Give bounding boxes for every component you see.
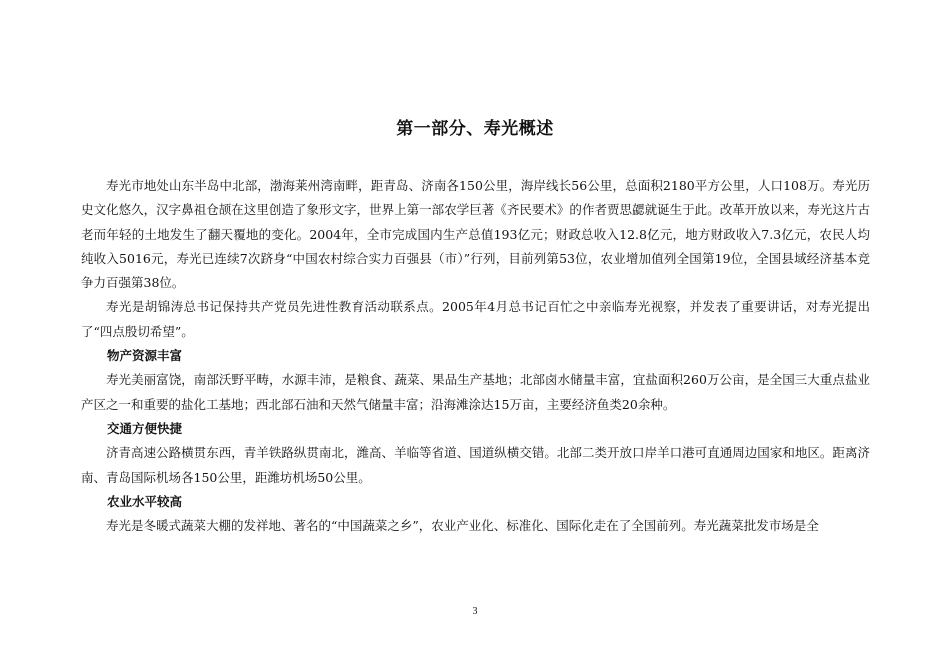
- section-heading-transport: 交通方便快捷: [107, 420, 183, 436]
- section-heading-agriculture: 农业水平较高: [107, 493, 183, 509]
- paragraph-agriculture: 寿光是冬暖式蔬菜大棚的发祥地、著名的“中国蔬菜之乡”，农业产业化、标准化、国际化走在了全国前列。寿光蔬菜批发市场是全: [106, 518, 819, 534]
- paragraph-resources: 寿光美丽富饶，南部沃野平畴，水源丰沛，是粮食、蔬菜、果品生产基地；北部卤水储量丰富，宜盐面积260万公亩，是全国三大重点盐业产区之一和重要的盐化工基地；西北部石油和天然气储量丰富；沿海滩涂达15万亩，主要经济鱼类20余种。: [81, 372, 870, 412]
- paragraph-overview: 寿光市地处山东半岛中北部，渤海莱州湾南畔，距青岛、济南各150公里，海岸线长56公里，总面积2180平方公里，人口108万。寿光历史文化悠久，汉字鼻祖仓颉在这里创造了象形文字，世界上第一部农学巨著《齐民要术》的作者贾思勰就诞生于此。改革开放以来，寿光这片古老而年轻的土地发生了翻天覆地的变化。2004年，全市完成国内生产总值193亿元；财政总收入12.8亿元，地方财政收入7.3亿元，农民人均纯收入5016元，寿光已连续7次跻身“中国农村综合实力百强县（市）”行列，目前列第53位，农业增加值列全国第19位，全国县域经济基本竞争力百强第38位。: [81, 178, 870, 291]
- document-body: [81, 174, 870, 538]
- paragraph-transport: 济青高速公路横贯东西，青羊铁路纵贯南北，潍高、羊临等省道、国道纵横交错。北部二类开放口岸羊口港可直通周边国家和地区。距离济南、青岛国际机场各150公里，距潍坊机场50公里。: [81, 445, 870, 485]
- page-title: 第一部分、寿光概述: [396, 119, 554, 139]
- section-heading-resources: 物产资源丰富: [107, 348, 183, 364]
- page-number: 3: [472, 606, 478, 617]
- paragraph-contact-point: 寿光是胡锦涛总书记保持共产党员先进性教育活动联系点。2005年4月总书记百忙之中亲临寿光视察，并发表了重要讲话，对寿光提出了“四点殷切希望”。: [81, 299, 870, 339]
